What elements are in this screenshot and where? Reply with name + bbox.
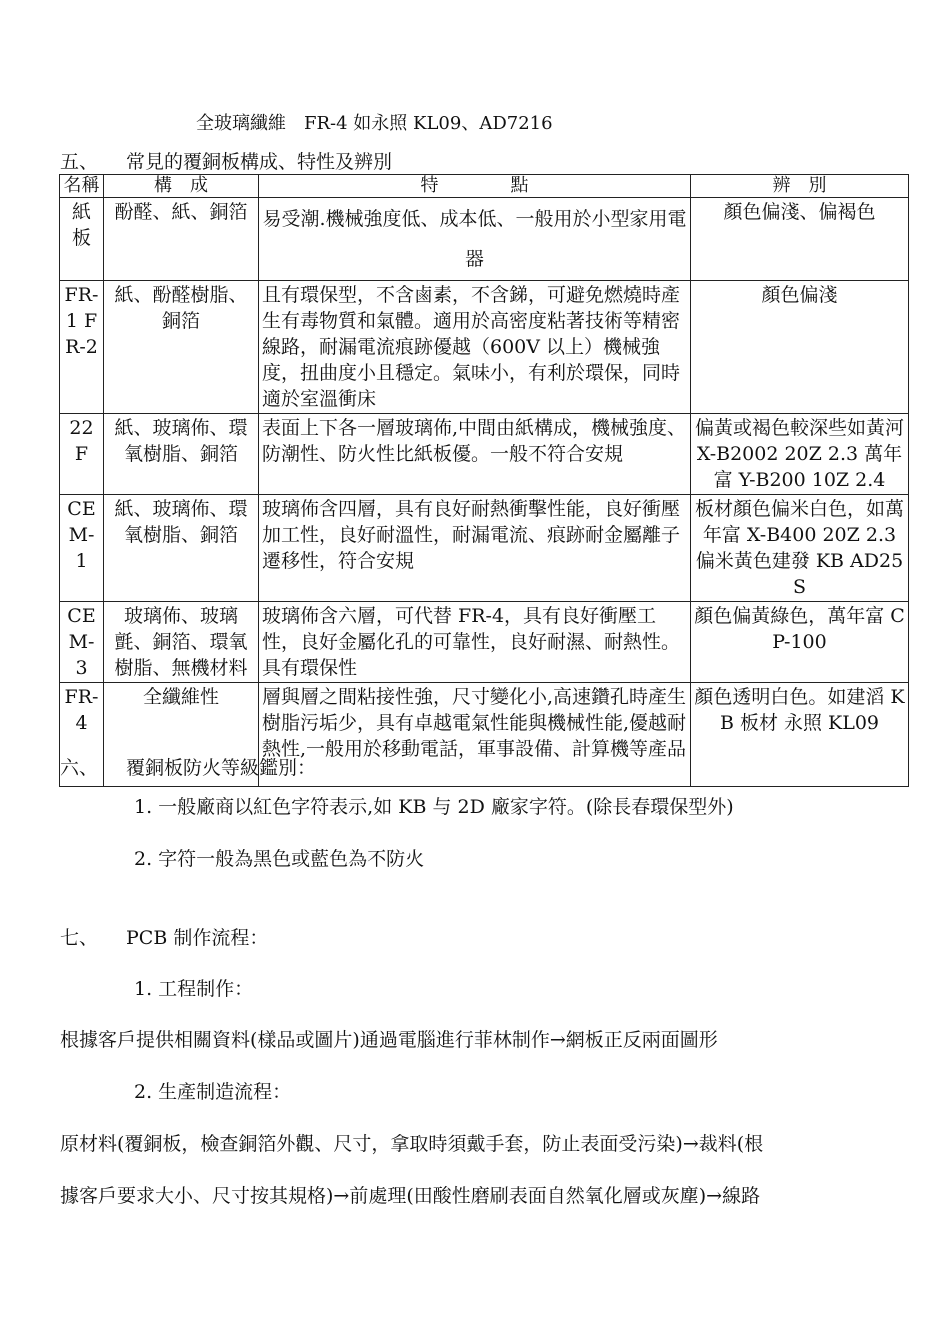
cell-identification: 顏色偏黃綠色，萬年富 CP-100 [691,602,909,683]
section-7-item-2: 2. 生產制造流程： [134,1081,292,1103]
cell-features: 玻璃佈含四層，具有良好耐熱衝擊性能，良好衝壓加工性，良好耐溫性，耐漏電流、痕跡耐金屬離子遷移性，符合安規 [259,495,691,602]
header-composition: 構 成 [104,175,259,198]
cell-composition: 全纖維性 [104,683,259,787]
cell-features: 層與層之間粘接性強，尺寸變化小,高速鑽孔時產生樹脂污垢少，具有卓越電氣性能與機械性能,優越耐熱性,一般用於移動電話，軍事設備、計算機等產品 [259,683,691,787]
table-row [60,281,909,414]
section-6-item-1: 1. 一般廠商以紅色字符表示,如 KB 与 2D 廠家字符。(除長春環保型外) [134,796,734,818]
section-5-title: 常見的覆銅板構成、特性及辨別 [126,151,393,173]
section-7-heading [60,926,268,950]
section-7-title: PCB 制作流程： [126,927,269,949]
cell-name: 紙板 [60,198,104,281]
cell-identification: 偏黃或褐色較深些如黃河 X-B2002 20Z 2.3 萬年富 Y-B200 10Z 2.4 [691,414,909,495]
cell-composition: 紙、酚醛樹脂、銅箔 [104,281,259,414]
table-header-row [60,175,909,198]
section-7-paragraph-2-line-2: 據客戶要求大小、尺寸按其規格)→前處理(田酸性磨刷表面自然氧化層或灰塵)→線路 [60,1185,761,1207]
cell-composition: 紙、玻璃佈、環氧樹脂、銅箔 [104,414,259,495]
cell-features: 玻璃佈含六層，可代替 FR-4，具有良好衝壓工性，良好金屬化孔的可靠性，良好耐濕、耐熱性。具有環保性 [259,602,691,683]
section-5-heading [60,150,392,174]
cell-identification: 顏色透明白色。如建滔 KB 板材 永照 KL09 [691,683,909,787]
cell-composition: 紙、玻璃佈、環氧樹脂、銅箔 [104,495,259,602]
section-6-number: 六、 [60,757,99,779]
cell-features: 表面上下各一層玻璃佈,中間由紙構成，機械強度、防潮性、防火性比紙板優。一般不符合安規 [259,414,691,495]
header-name: 名稱 [60,175,104,198]
table-row [60,602,909,683]
section-6-heading [60,756,316,780]
cell-name: FR-4 [60,683,104,787]
table-row [60,198,909,281]
cell-features: 易受潮.機械強度低、成本低、一般用於小型家用電器 [259,198,691,281]
section-6-item-2: 2. 字符一般為黑色或藍色為不防火 [134,848,425,870]
cell-name: 22F [60,414,104,495]
cell-composition: 酚醛、紙、銅箔 [104,198,259,281]
cell-composition: 玻璃佈、玻璃氈、銅箔、環氧樹脂、無機材料 [104,602,259,683]
section-7-paragraph-2-line-1: 原材料(覆銅板，檢查銅箔外觀、尺寸，拿取時須戴手套，防止表面受污染)→裁料(根 [60,1133,764,1155]
cell-identification: 板材顏色偏米白色，如萬年富 X-B400 20Z 2.3 偏米黃色建發 KB AD25S [691,495,909,602]
section-7-number: 七、 [60,927,99,949]
cell-name: CEM-3 [60,602,104,683]
cell-name: FR-1 FR-2 [60,281,104,414]
copper-clad-laminate-table [59,174,909,787]
table-row [60,495,909,602]
cell-features: 且有環保型，不含鹵素，不含銻，可避免燃燒時產生有毒物質和氣體。適用於高密度粘著技術等精密線路，耐漏電流痕跡優越（600V 以上）機械強度，扭曲度小且穩定。氣味小，有利於環保，同時適於室溫衝床 [259,281,691,414]
cell-identification: 顏色偏淺、偏褐色 [691,198,909,281]
section-6-title: 覆銅板防火等級鑑別： [126,757,317,779]
cell-identification: 顏色偏淺 [691,281,909,414]
header-identification: 辨 別 [691,175,909,198]
top-line: 全玻璃纖維 FR-4 如永照 KL09、AD7216 [196,113,553,134]
section-5-number: 五、 [60,151,99,173]
cell-name: CEM-1 [60,495,104,602]
section-7-item-1: 1. 工程制作： [134,978,254,1000]
section-7-paragraph-1: 根據客戶提供相關資料(樣品或圖片)通過電腦進行菲林制作→網板正反兩面圖形 [60,1029,718,1051]
table-row [60,414,909,495]
header-features: 特 點 [259,175,691,198]
